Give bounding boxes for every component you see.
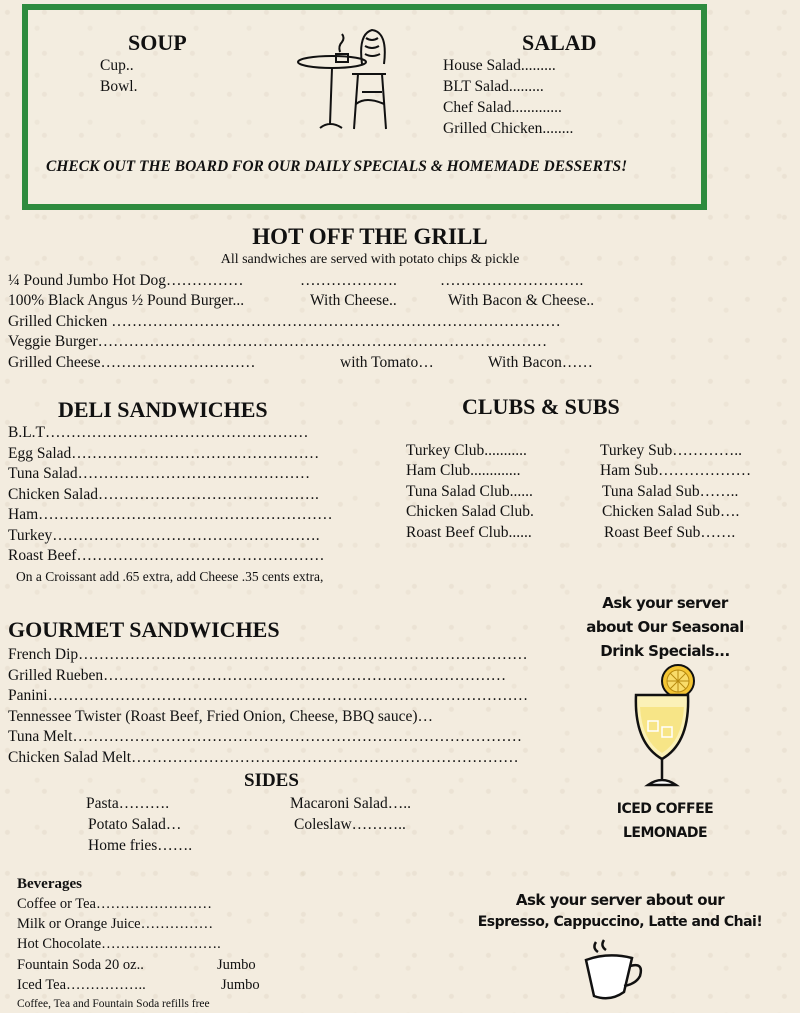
salad-heading: SALAD <box>522 30 597 55</box>
promo-seasonal-line: Ask your server <box>602 594 728 612</box>
grill-item: 100% Black Angus ½ Pound Burger... <box>8 292 245 309</box>
salad-item: House Salad......... <box>443 57 556 74</box>
gourmet-heading: GOURMET SANDWICHES <box>8 617 280 642</box>
grill-price: ………………………. <box>440 272 584 289</box>
gourmet-item: Panini………………………………………………………………………………… <box>8 687 529 704</box>
grill-option: With Bacon…… <box>488 354 593 371</box>
sub-item: Roast Beef Sub……. <box>604 524 736 541</box>
beverage-item: Fountain Soda 20 oz.. <box>17 957 144 973</box>
deli-item: Turkey……………………………………………. <box>8 527 320 544</box>
club-item: Chicken Salad Club. <box>406 503 534 520</box>
gourmet-item: French Dip…………………………………………………………………………… <box>8 646 528 663</box>
grill-price: ………………. <box>300 272 397 289</box>
salad-item: Chef Salad............. <box>443 99 562 116</box>
sub-item: Tuna Salad Sub…….. <box>602 483 739 500</box>
specials-banner: CHECK OUT THE BOARD FOR OUR DAILY SPECIALS & HOMEMADE DESSERTS! <box>46 158 628 175</box>
sub-item: Ham Sub……………… <box>600 462 752 479</box>
deli-item: B.L.T…………………………………………… <box>8 424 309 441</box>
coffee-cup-icon <box>582 938 648 1002</box>
beverage-size: Jumbo <box>221 977 260 993</box>
sub-item: Chicken Salad Sub…. <box>602 503 740 520</box>
deli-item: Tuna Salad……………………………………… <box>8 465 311 482</box>
grill-item: ¼ Pound Jumbo Hot Dog…………… <box>8 272 244 289</box>
grill-subtitle: All sandwiches are served with potato chips & pickle <box>220 252 520 267</box>
salad-item: Grilled Chicken........ <box>443 120 574 137</box>
beverage-item: Iced Tea…………….. <box>17 977 146 993</box>
grill-item: Grilled Cheese………………………… <box>8 354 256 371</box>
grill-option: With Bacon & Cheese.. <box>448 292 595 309</box>
clubs-heading: CLUBS & SUBS <box>462 394 620 419</box>
gourmet-item: Chicken Salad Melt………………………………………………………………… <box>8 749 519 766</box>
grill-option: With Cheese.. <box>310 292 397 309</box>
deli-item: Roast Beef………………………………………… <box>8 547 325 564</box>
beverage-item: Milk or Orange Juice…………… <box>17 916 214 932</box>
beverage-item: Coffee or Tea…………………… <box>17 896 212 912</box>
sides-heading: SIDES <box>244 770 299 791</box>
gourmet-item: Tuna Melt…………………………………………………………………………… <box>8 728 522 745</box>
club-item: Ham Club............. <box>406 462 521 479</box>
gourmet-item: Tennessee Twister (Roast Beef, Fried Onion, Cheese, BBQ sauce)… <box>8 708 433 725</box>
drink-name: ICED COFFEE <box>616 801 714 817</box>
deli-item: Ham………………………………………………… <box>8 506 333 523</box>
deli-note: On a Croissant add .65 extra, add Cheese .35 cents extra, <box>16 569 324 584</box>
drink-name: LEMONADE <box>622 825 708 841</box>
soup-item: Cup.. <box>100 57 134 74</box>
deli-heading: DELI SANDWICHES <box>58 397 268 422</box>
side-item: Macaroni Salad….. <box>290 795 411 812</box>
beverage-item: Hot Chocolate……………………. <box>17 936 221 952</box>
promo-seasonal-line: Drink Specials... <box>600 642 730 660</box>
grill-heading: HOT OFF THE GRILL <box>252 224 488 249</box>
promo-seasonal-line: about Our Seasonal <box>586 618 744 636</box>
salad-item: BLT Salad......... <box>443 78 544 95</box>
soup-heading: SOUP <box>128 30 187 55</box>
grill-option: with Tomato… <box>340 354 434 371</box>
gourmet-item: Grilled Rueben…………………………………………………………………… <box>8 667 507 684</box>
side-item: Potato Salad… <box>88 816 182 833</box>
club-item: Tuna Salad Club...... <box>406 483 533 500</box>
club-item: Roast Beef Club...... <box>406 524 532 541</box>
side-item: Pasta………. <box>86 795 170 812</box>
promo-espresso-line: Espresso, Cappuccino, Latte and Chai! <box>477 914 763 930</box>
grill-item: Veggie Burger…………………………………………………………………………… <box>8 333 548 350</box>
cafe-table-icon <box>292 24 392 139</box>
refill-note: Coffee, Tea and Fountain Soda refills free <box>17 998 210 1010</box>
deli-item: Egg Salad………………………………………… <box>8 445 320 462</box>
lemonade-glass-icon <box>628 663 708 793</box>
sub-item: Turkey Sub………….. <box>600 442 742 459</box>
soup-item: Bowl. <box>100 78 138 95</box>
club-item: Turkey Club........... <box>406 442 527 459</box>
side-item: Coleslaw……….. <box>294 816 406 833</box>
beverages-heading: Beverages <box>17 876 82 892</box>
grill-item: Grilled Chicken …………………………………………………………………………… <box>8 313 561 330</box>
side-item: Home fries……. <box>88 837 193 854</box>
deli-item: Chicken Salad……………………………………. <box>8 486 319 503</box>
promo-espresso-line: Ask your server about our <box>515 891 725 909</box>
beverage-size: Jumbo <box>217 957 256 973</box>
